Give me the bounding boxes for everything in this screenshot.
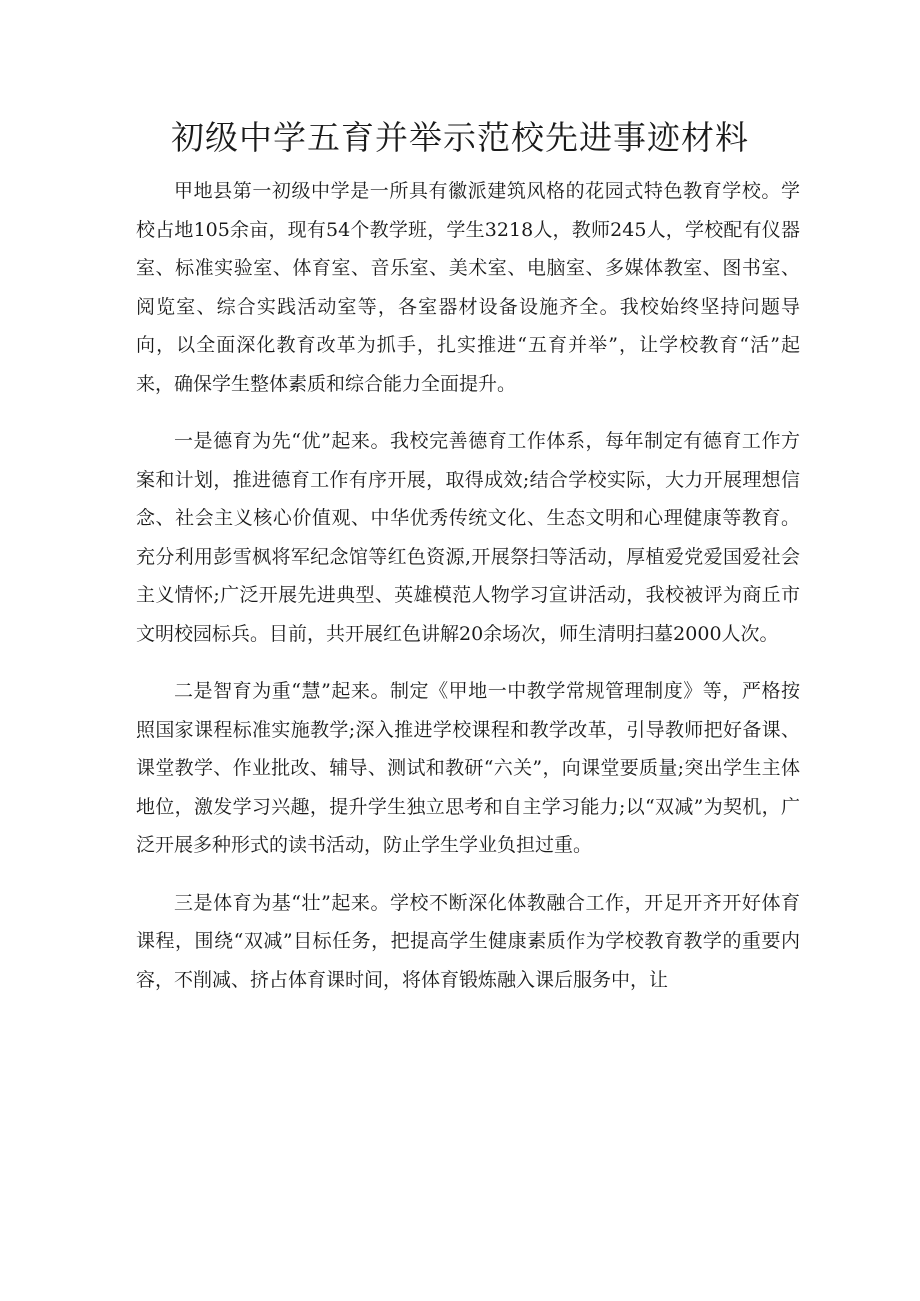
page-title: 初级中学五育并举示范校先进事迹材料 [171, 118, 749, 157]
paragraph-moral-education: 一是德育为先“优”起来。我校完善德育工作体系，每年制定有德育工作方案和计划，推进德育工作有序开展，取得成效;结合学校实际，大力开展理想信念、社会主义核心价值观、中华优秀传统文化、生态文明和心理健康等教育。充分利用彭雪枫将军纪念馆等红色资源,开展祭扫等活动，厚植爱党爱国爱社会主义情怀;广泛开展先进典型、英雄模范人物学习宣讲活动，我校被评为商丘市文明校园标兵。目前，共开展红色讲解20余场次，师生清明扫墓2000人次。 [136, 430, 800, 645]
paragraph-physical-education: 三是体育为基“壮”起来。学校不断深化体教融合工作，开足开齐开好体育课程，围绕“双减”目标任务，把提高学生健康素质作为学校教育教学的重要内容，不削减、挤占体育课时间，将体育锻炼融入课后服务中，让 [136, 891, 800, 991]
paragraph-intellectual-education: 二是智育为重“慧”起来。制定《甲地一中教学常规管理制度》等，严格按照国家课程标准实施教学;深入推进学校课程和教学改革，引导教师把好备课、课堂教学、作业批改、辅导、测试和教研“六关”，向课堂要质量;突出学生主体地位，激发学习兴趣，提升学生独立思考和自主学习能力;以“双减”为契机，广泛开展多种形式的读书活动，防止学生学业负担过重。 [136, 680, 800, 856]
paragraph-intro: 甲地县第一初级中学是一所具有徽派建筑风格的花园式特色教育学校。学校占地105余亩，现有54个教学班，学生3218人，教师245人，学校配有仪器室、标准实验室、体育室、音乐室、美术室、电脑室、多媒体教室、图书室、阅览室、综合实践活动室等，各室器材设备设施齐全。我校始终坚持问题导向，以全面深化教育改革为抓手，扎实推进“五育并举”，让学校教育“活”起来，确保学生整体素质和综合能力全面提升。 [136, 180, 800, 395]
document-body [136, 172, 800, 999]
